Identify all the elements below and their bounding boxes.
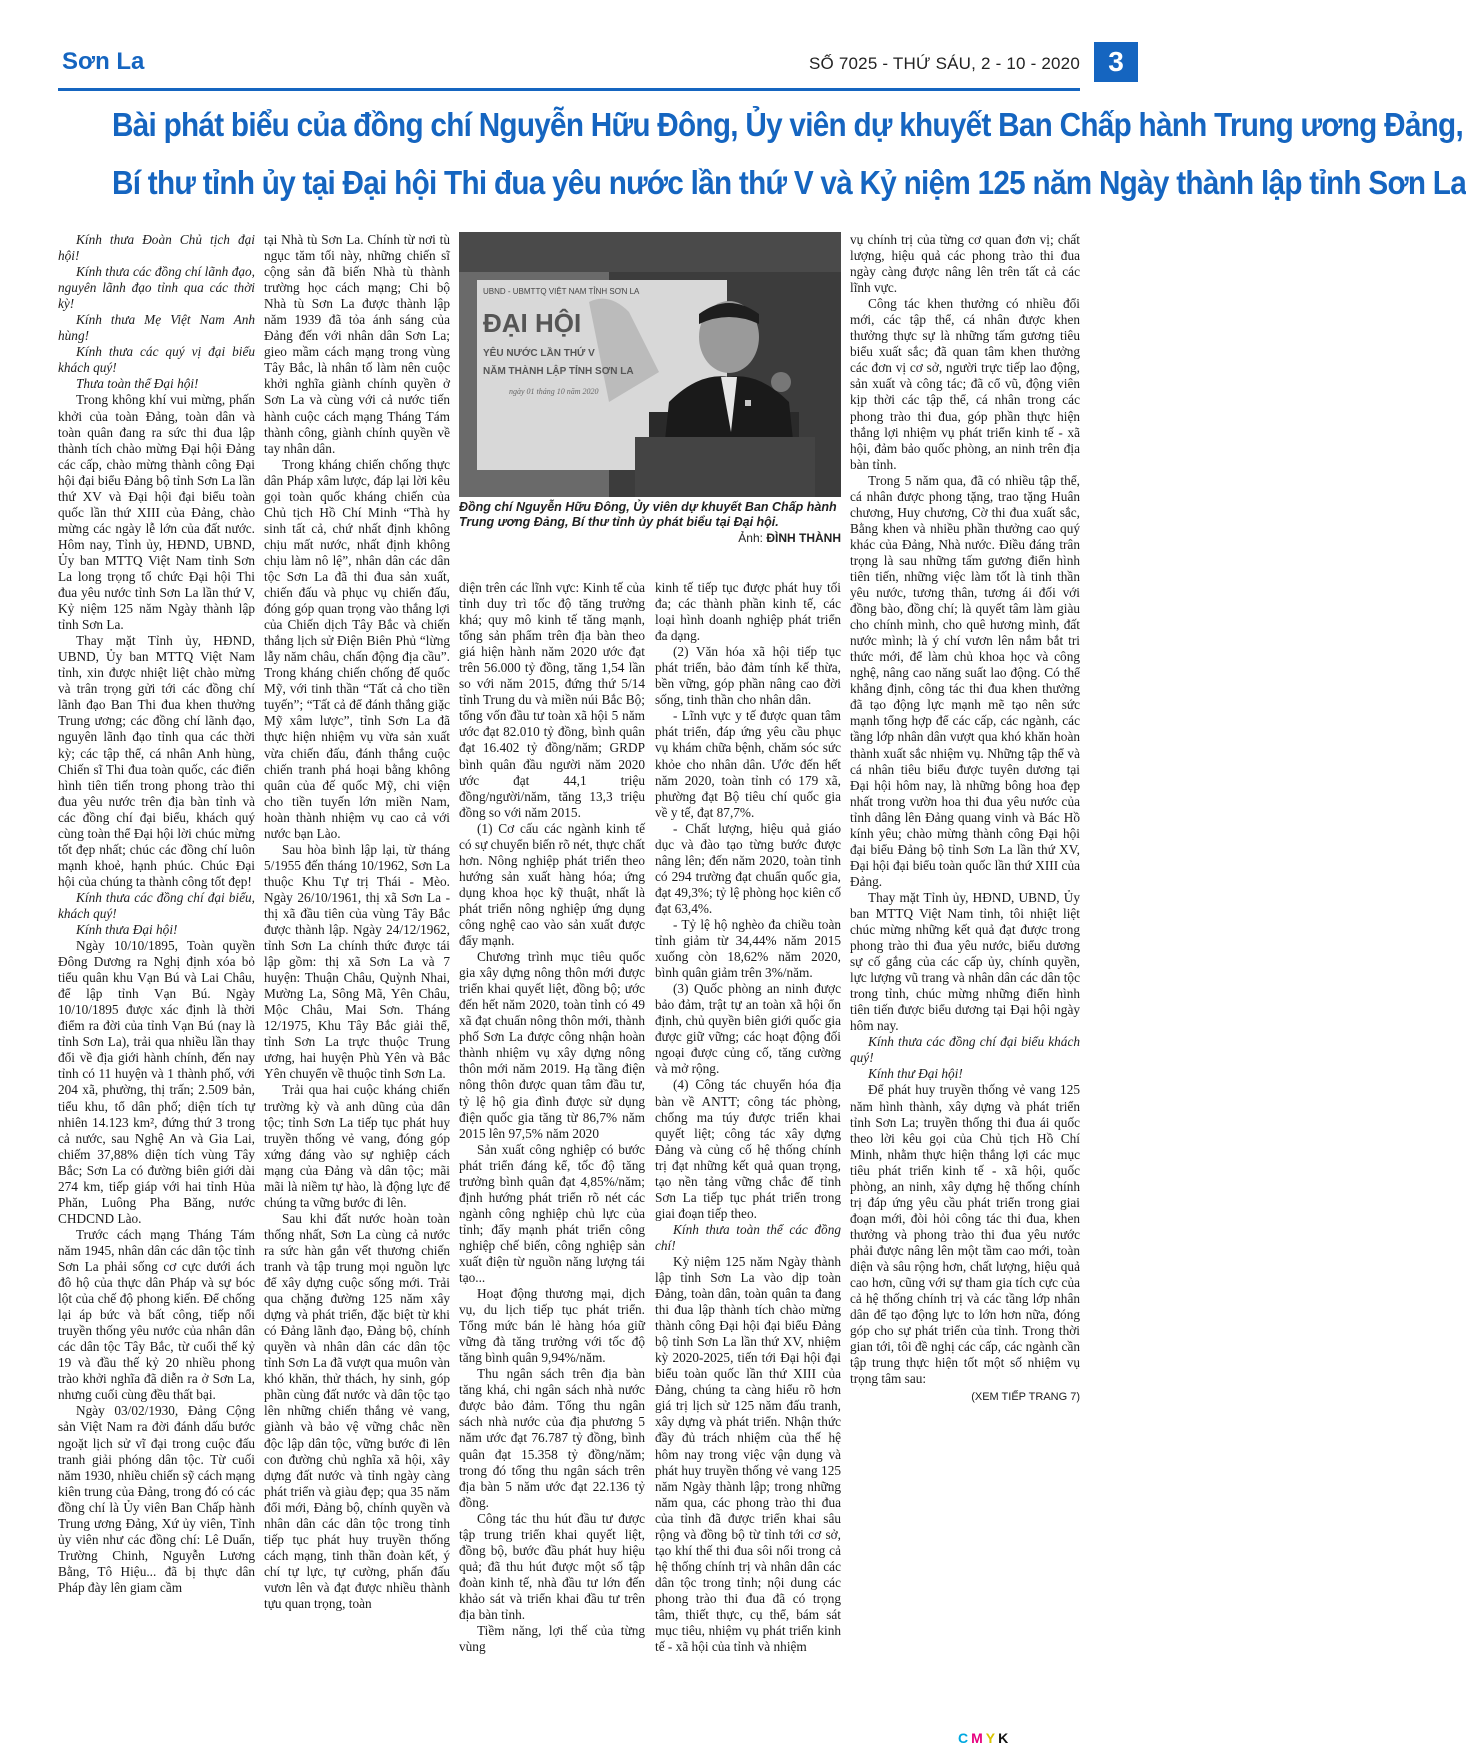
paragraph: Ngày 10/10/1895, Toàn quyền Đông Dương ra Nghị định xóa bỏ tiểu quân khu Vạn Bú và Lai Châu, để lập tỉnh Vạn Bú. Ngày 10/10/1895 được xác định là thời điểm ra đời của tỉnh Vạn Bú (nay là tỉnh Sơn La), trải qua nhiều lần thay đổi về địa giới hành chính, đến nay tỉnh có 11 huyện và 1 thành phố, với 204 xã, phường, thị trấn; 2.509 bản, tiểu khu, tổ dân phố; diện tích tự nhiên 14.123 km², đứng thứ 3 trong cả nước, sau Nghệ An và Gia Lai, chiếm 37,88% diện tích vùng Tây Bắc; Sơn La có đường biên giới dài 274 km, tiếp giáp với hai tỉnh Hủa Phăn, Luông Pha Băng, nước CHDCND Lào. bbox=[58, 938, 255, 1226]
section-name: Sơn La bbox=[62, 48, 145, 75]
paragraph: Sản xuất công nghiệp có bước phát triển đáng kể, tốc độ tăng trưởng bình quân đạt 4,85%/năm; định hướng phát triển rõ nét các ngành công nghiệp chủ lực của tỉnh; đẩy mạnh phát triển công nghiệp chế biến, công nghiệp sản xuất điện từ nguồn năng lượng tái tạo... bbox=[459, 1141, 645, 1286]
credit-prefix: Ảnh: bbox=[738, 531, 763, 545]
banner-title-text: ĐẠI HỘI bbox=[483, 308, 582, 338]
paragraph: Kỷ niệm 125 năm Ngày thành lập tỉnh Sơn La vào dịp toàn Đảng, toàn dân, toàn quân ta đang thi đua lập thành tích chào mừng thành công Đại hội đại biểu Đảng bộ tỉnh Sơn La lần thứ XV, nhiệm kỳ 2020-2025, tiến tới Đại hội đại biểu toàn quốc lần thứ XIII của Đảng, chúng ta càng hiểu rõ hơn giá trị lịch sử 125 năm đấu tranh, xây dựng và phát triển. Nhận thức đầy đủ trách nhiệm của thế hệ hôm nay trong việc vận dụng và phát huy truyền thống vẻ vang 125 năm Ngày thành lập; trong những năm qua, các phong trào thi đua của tỉnh đã được triển khai sâu rộng và đồng bộ từ tỉnh tới cơ sở, tạo khí thế thi đua sôi nổi trong cả hệ thống chính trị và nhân dân các dân tộc trong tỉnh; nội dung các phong trào thi đua đã có trọng tâm, thiết thực, cụ thể, bám sát mục tiêu, nhiệm vụ phát triển kinh tế - xã hội của tỉnh và nhiệm bbox=[655, 1253, 841, 1655]
paragraph: - Chất lượng, hiệu quả giáo dục và đào tạo từng bước được nâng lên; đến năm 2020, toàn tỉnh có 294 trường đạt chuẩn quốc gia, đạt 49,3%; tỷ lệ phòng học kiên cố đạt 63,4%. bbox=[655, 820, 841, 916]
salutation: Kính thưa các đồng chí lãnh đạo, nguyên lãnh đạo tỉnh qua các thời kỳ! bbox=[58, 264, 255, 312]
issue-info: SỐ 7025 - THỨ SÁU, 2 - 10 - 2020 bbox=[808, 54, 1080, 73]
photo-caption: Đồng chí Nguyễn Hữu Đông, Ủy viên dự khuyết Ban Chấp hành Trung ương Đảng, Bí thư tỉnh ủy phát biểu tại Đại hội. bbox=[459, 500, 837, 529]
banner-org-text: UBND - UBMTTQ VIỆT NAM TỈNH SƠN LA bbox=[483, 287, 640, 296]
page-number: 3 bbox=[1094, 42, 1138, 82]
article-column-1 bbox=[58, 232, 255, 1595]
salutation: Kính thưa các quý vị đại biểu khách quý! bbox=[58, 344, 255, 376]
page-header bbox=[58, 42, 1138, 86]
paragraph: - Tỷ lệ hộ nghèo đa chiều toàn tỉnh giảm từ 34,44% năm 2015 xuống còn 18,62% năm 2020, bình quân giảm trên 3%/năm. bbox=[655, 916, 841, 981]
paragraph: Trong 5 năm qua, đã có nhiều tập thể, cá nhân được phong tặng, trao tặng Huân chương, Huy chương, Cờ thi đua xuất sắc, Bằng khen và nhiều phần thưởng cao quý khác của Đảng, Nhà nước. Điều đáng trân trọng là sau những tấm gương điển hình tiên tiến, những việc làm tốt là tinh thần yêu nước, tương thân, tương ái đối với đồng bào, đồng chí; là quyết tâm làm giàu cho chính mình, cho quê hương mình, đất nước mình; là ý chí vươn lên nắm bắt tri thức mới, để làm chủ khoa học và công nghệ, nâng cao năng suất lao động. Có thể khẳng định, công tác thi đua khen thưởng đã tạo động lực mạnh mẽ tạo nên sức mạnh tổng hợp để các cấp, các ngành, các tầng lớp nhân dân vượt qua khó khăn hoàn thành xuất sắc nhiệm vụ. Những tập thể và cá nhân tiêu biểu được tuyên dương tại Đại hội hôm nay, là những bông hoa đẹp nhất trong vườn hoa thi đua yêu nước của tỉnh dâng lên Đảng quang vinh và Bác Hồ kính yêu; chào mừng thành công Đại hội đại biểu Đảng bộ tỉnh Sơn La lần thứ XV, Đại hội đại biểu toàn quốc lần thứ XIII của Đảng. bbox=[850, 472, 1080, 889]
paragraph: Sau hòa bình lập lại, từ tháng 5/1955 đến tháng 10/1962, Sơn La thuộc Khu Tự trị Thái - Mèo. Ngày 26/10/1961, thị xã Sơn La - thị xã đầu tiên của vùng Tây Bắc được thành lập. Ngày 24/12/1962, tỉnh Sơn La chính thức được tái lập gồm: thị xã Sơn La và 7 huyện: Thuận Châu, Quỳnh Nhai, Mường La, Sông Mã, Yên Châu, Mộc Châu, Mai Sơn. Tháng 12/1975, Khu Tây Bắc giải thể, tỉnh Sơn La trực thuộc Trung ương, hai huyện Phù Yên và Bắc Yên chuyển về thuộc tỉnh Sơn La. bbox=[264, 841, 450, 1082]
paragraph: Công tác thu hút đầu tư được tập trung triển khai quyết liệt, đồng bộ, bước đầu phát huy hiệu quả; đã thu hút được một số tập đoàn kinh tế, nhà đầu tư lớn đến khảo sát và triển khai đầu tư trên địa bàn tỉnh. bbox=[459, 1510, 645, 1622]
paragraph: Thay mặt Tỉnh ủy, HĐND, UBND, Ủy ban MTTQ Việt Nam tỉnh, xin được nhiệt liệt chào mừng và trân trọng gửi tới các đồng chí lãnh đạo Ban Thi đua khen thưởng Trung ương; các đồng chí lãnh đạo, nguyên lãnh đạo tỉnh qua các thời kỳ; các tập thể, cá nhân Anh hùng, Chiến sĩ Thi đua toàn quốc, các điển hình tiên tiến trong phong trào thi đua yêu nước trên địa bàn tỉnh và các đồng chí đại biểu, khách quý cùng toàn thể Đại hội lời chúc mừng tốt đẹp nhất; chúc các đồng chí luôn mạnh khoẻ, hạnh phúc. Chúc Đại hội của chúng ta thành công tốt đẹp! bbox=[58, 633, 255, 889]
paragraph: Thay mặt Tỉnh ủy, HĐND, UBND, Ủy ban MTTQ Việt Nam tỉnh, tôi nhiệt liệt chúc mừng những kết quả đạt được trong phong trào thi đua yêu nước, biểu dương sự cố gắng của các cấp ủy, chính quyền, lực lượng vũ trang và nhân dân các dân tộc trong tỉnh, chúc mừng những điển hình tiên tiến được biểu dương tại Đại hội ngày hôm nay. bbox=[850, 889, 1080, 1034]
cmyk-c: C bbox=[958, 1730, 972, 1746]
article-column-3 bbox=[459, 580, 645, 1655]
paragraph: Trong kháng chiến chống thực dân Pháp xâm lược, đáp lại lời kêu gọi toàn quốc kháng chiến của Chủ tịch Hồ Chí Minh “Thà hy sinh tất cả, chứ nhất định không chịu mất nước, nhất định không chịu làm nô lệ”, nhân dân các dân tộc Sơn La đã thi đua sản xuất, chiến đấu và phục vụ chiến đấu, đóng góp quan trọng vào thắng lợi của Chiến dịch Tây Bắc và chiến thắng lịch sử Điện Biên Phủ “lừng lẫy năm châu, chấn động địa cầu”. Trong kháng chiến chống đế quốc Mỹ, với tinh thần “Tất cả cho tiền tuyến”; “Tất cả để đánh thắng giặc Mỹ xâm lược”, tỉnh Sơn La đã thực hiện nhiệm vụ vừa sản xuất vừa chiến đấu, đánh thắng cuộc chiến tranh phá hoại bằng không quân của đế quốc Mỹ, chi viện cho tiền tuyến lớn miền Nam, hoàn thành nhiệm vụ cao cả với nước bạn Lào. bbox=[264, 456, 450, 841]
paragraph: Sau khi đất nước hoàn toàn thống nhất, Sơn La cùng cả nước ra sức hàn gắn vết thương chiến tranh và tập trung mọi nguồn lực để xây dựng cuộc sống mới. Trải qua chặng đường 125 năm xây dựng và phát triển, đặc biệt từ khi có Đảng lãnh đạo, Đảng bộ, chính quyền và nhân dân các dân tộc tỉnh Sơn La đã vượt qua muôn vàn khó khăn, thử thách, hy sinh, góp phần cùng đất nước và dân tộc tạo lên những chiến thắng vẻ vang, giành và bảo vệ vững chắc nền độc lập dân tộc, vững bước đi lên con đường chủ nghĩa xã hội, xây dựng đất nước và tỉnh ngày càng phát triển và giàu đẹp; qua 35 năm đổi mới, Đảng bộ, chính quyền và nhân dân các dân tộc trong tỉnh tiếp tục phát huy truyền thống cách mạng, tinh thần đoàn kết, ý chí tự lực, tự cường, phấn đấu vươn lên và đạt được nhiều thành tựu quan trọng, toàn bbox=[264, 1210, 450, 1611]
headline-line-1: Bài phát biểu của đồng chí Nguyễn Hữu Đông, Ủy viên dự khuyết Ban Chấp hành Trung ương Đảng, bbox=[112, 106, 1464, 143]
salutation: Kính thưa các đồng chí đại biểu khách quý! bbox=[850, 1034, 1080, 1066]
speaker-photo bbox=[459, 232, 841, 497]
banner-date: ngày 01 tháng 10 năm 2020 bbox=[509, 387, 599, 396]
headline bbox=[58, 96, 1466, 212]
paragraph: Chương trình mục tiêu quốc gia xây dựng nông thôn mới được triển khai quyết liệt, đồng bộ; ước đến hết năm 2020, toàn tỉnh có 49 xã đạt chuẩn nông thôn mới, thành phố Sơn La được công nhận hoàn thành nhiệm vụ xây dựng nông thôn mới năm 2019. Hạ tầng điện nông thôn được quan tâm đầu tư, tỷ lệ hộ gia đình được sử dụng điện quốc gia tăng từ 86,7% năm 2015 lên 97,5% năm 2020 bbox=[459, 949, 645, 1141]
cmyk-y: Y bbox=[985, 1730, 999, 1746]
photo-credit bbox=[459, 531, 841, 545]
banner-line-2: NĂM THÀNH LẬP TỈNH SƠN LA bbox=[483, 366, 634, 377]
paragraph: diện trên các lĩnh vực: Kinh tế của tỉnh duy trì tốc độ tăng trưởng khá; quy mô kinh tế tăng mạnh, tổng sản phẩm trên địa bàn theo giá hiện hành năm 2020 ước đạt trên 56.000 tỷ đồng, tăng 1,54 lần so với năm 2015, đứng thứ 5/14 tỉnh Trung du và miền núi Bắc Bộ; tổng vốn đầu tư toàn xã hội 5 năm ước đạt 82.010 tỷ đồng, bình quân đạt 16.402 tỷ đồng/năm; GRDP bình quân đầu người năm 2020 ước đạt 44,1 triệu đồng/người/năm, tăng 13,3 triệu đồng so với năm 2015. bbox=[459, 580, 645, 820]
salutation: Kính thưa Đại hội! bbox=[76, 922, 178, 938]
credit-name: ĐÌNH THÀNH bbox=[766, 531, 841, 545]
paragraph: Để phát huy truyền thống vẻ vang 125 năm hình thành, xây dựng và phát triển tỉnh Sơn La; truyền thống thi đua ái quốc theo lời kêu gọi của Chủ tịch Hồ Chí Minh, nhằm thực hiện thắng lợi các mục tiêu phát triển kinh tế - xã hội, quốc phòng, an ninh, xây dựng hệ thống chính trị đáp ứng yêu cầu phát triển trong giai đoạn mới, đòi hỏi công tác thi đua, khen thưởng và phong trào thi đua yêu nước phải được nâng lên một tầm cao mới, toàn diện và sâu rộng hơn, chất lượng, hiệu quả cao hơn, cũng với sự tham gia tích cực của cả hệ thống chính trị và các tầng lớp nhân dân để tạo động lực to lớn hơn nữa, đóng góp cho sự phát triển của tỉnh. Trong thời gian tới, tôi đề nghị các cấp, các ngành cần tập trung thực hiện tốt một số nhiệm vụ trọng tâm sau: bbox=[850, 1082, 1080, 1387]
paragraph: Ngày 03/02/1930, Đảng Cộng sản Việt Nam ra đời đánh dấu bước ngoặt lịch sử vĩ đại trong cuộc đấu tranh giải phóng dân tộc. Từ cuối năm 1930, nhiều chiến sỹ cách mạng kiên trung của Đảng, trong đó có các đồng chí là Ủy viên Ban Chấp hành Trung ương Đảng, Xứ ủy viên, Tỉnh ủy viên như các đồng chí: Lê Duẩn, Trường Chinh, Nguyễn Lương Bằng, Tô Hiệu... đã bị thực dân Pháp đày lên giam cầm bbox=[58, 1403, 255, 1595]
paragraph: Tiềm năng, lợi thế của từng vùng bbox=[459, 1623, 645, 1655]
salutation: Kính thư Đại hội! bbox=[868, 1066, 963, 1082]
paragraph: Trong không khí vui mừng, phấn khởi của toàn Đảng, toàn dân và toàn quân đang ra sức thi đua lập thành tích chào mừng Đại hội Đảng các cấp, chào mừng thành công Đại hội đại biểu Đảng bộ tỉnh Sơn La lần thứ XV và Đại hội đại biểu toàn quốc lần thứ XIII của Đảng, chào mừng các ngày lễ lớn của đất nước. Hôm nay, Tỉnh ủy, HĐND, UBND, Ủy ban MTTQ Việt Nam tỉnh Sơn La long trọng tổ chức Đại hội Thi đua yêu nước tỉnh Sơn La lần thứ V, Kỷ niệm 125 năm Ngày thành lập tỉnh Sơn La. bbox=[58, 392, 255, 633]
paragraph: Công tác khen thưởng có nhiều đổi mới, các tập thể, cá nhân được khen thưởng thực sự là những tấm gương tiêu biểu xuất sắc; đã quan tâm khen thưởng các đơn vị cơ sở, người trực tiếp lao động, sản xuất và công tác; đã cổ vũ, động viên kịp thời các tập thể, cá nhân trong các phong trào thi đua, góp phần thực hiện thắng lợi nhiệm vụ phát triển kinh tế - xã hội, đảm bảo quốc phòng, an ninh trên địa bàn tỉnh. bbox=[850, 296, 1080, 472]
cmyk-marks bbox=[958, 1730, 1028, 1750]
paragraph: kinh tế tiếp tục được phát huy tối đa; các thành phần kinh tế, các loại hình doanh nghiệp phát triển đa dạng. bbox=[655, 580, 841, 644]
paragraph: (4) Công tác chuyển hóa địa bàn về ANTT; công tác phòng, chống ma túy được triển khai quyết liệt; công tác xây dựng Đảng và củng cố hệ thống chính trị đạt những kết quả quan trọng, tạo nền tảng vững chắc để tỉnh Sơn La tiếp tục phát triển trong giai đoạn tiếp theo. bbox=[655, 1077, 841, 1221]
paragraph: (1) Cơ cấu các ngành kinh tế có sự chuyển biến rõ nét, thực chất hơn. Nông nghiệp phát triển theo hướng sản xuất hàng hóa; ứng dụng khoa học kỹ thuật, nhất là phát triển nông nghiệp ứng dụng công nghệ cao vào sản xuất được đẩy mạnh. bbox=[459, 820, 645, 949]
salutation: Kính thưa các đồng chí đại biểu, khách quý! bbox=[58, 889, 255, 921]
banner-line-1: YÊU NƯỚC LẦN THỨ V bbox=[483, 348, 595, 359]
paragraph: Thu ngân sách trên địa bàn tăng khá, chi ngân sách nhà nước được bảo đảm. Tổng thu ngân sách nhà nước của địa phương 5 năm ước đạt 76.787 tỷ đồng, bình quân đạt 15.358 tỷ đồng/năm; trong đó tổng thu ngân sách trên địa bàn 5 năm ước đạt 22.136 tỷ đồng. bbox=[459, 1366, 645, 1510]
paragraph: (3) Quốc phòng an ninh được bảo đảm, trật tự an toàn xã hội ổn định, chủ quyền biên giới quốc gia được giữ vững; các hoạt động đối ngoại được củng cố, tăng cường và mở rộng. bbox=[655, 981, 841, 1077]
header-rule bbox=[58, 88, 1080, 91]
paragraph: - Lĩnh vực y tế được quan tâm phát triển, đáp ứng yêu cầu phục vụ khám chữa bệnh, chăm sóc sức khỏe cho nhân dân. Ước đến hết năm 2020, toàn tỉnh có 179 xã, phường đạt Bộ tiêu chí quốc gia về y tế, đạt 87,7%. bbox=[655, 708, 841, 820]
paragraph: Hoạt động thương mại, dịch vụ, du lịch tiếp tục phát triển. Tổng mức bán lẻ hàng hóa giữ vững đà tăng trưởng với tốc độ tăng bình quân 9,94%/năm. bbox=[459, 1286, 645, 1366]
salutation: Thưa toàn thể Đại hội! bbox=[76, 376, 199, 392]
article-column-5 bbox=[850, 232, 1080, 1540]
cmyk-k: K bbox=[998, 1730, 1012, 1746]
paragraph: Trước cách mạng Tháng Tám năm 1945, nhân dân các dân tộc tỉnh Sơn La phải sống cơ cực dưới ách đô hộ của thực dân Pháp và sự bóc lột của chế độ phong kiến. Để chống lại áp bức và bất công, tiếp nối truyền thống yêu nước của nhân dân các dân tộc Tây Bắc, từ cuối thế kỷ 19 và đầu thế kỷ 20 nhiều phong trào khởi nghĩa đã diễn ra ở Sơn La, nhưng cuối cùng đều thất bại. bbox=[58, 1226, 255, 1403]
salutation: Kính thưa toàn thể các đồng chí! bbox=[655, 1221, 841, 1253]
paragraph: (2) Văn hóa xã hội tiếp tục phát triển, bảo đảm tính kế thừa, bền vững, góp phần nâng cao đời sống, tinh thần cho nhân dân. bbox=[655, 644, 841, 708]
paragraph: vụ chính trị của từng cơ quan đơn vị; chất lượng, hiệu quả các phong trào thi đua ngày càng được nâng lên trên tất cả các lĩnh vực. bbox=[850, 232, 1080, 296]
cmyk-m: M bbox=[971, 1730, 986, 1746]
salutation: Kính thưa Mẹ Việt Nam Anh hùng! bbox=[58, 312, 255, 344]
salutation: Kính thưa Đoàn Chủ tịch đại hội! bbox=[58, 232, 255, 264]
paragraph: tại Nhà tù Sơn La. Chính từ nơi tù ngục tăm tối này, những chiến sĩ cộng sản đã biến Nhà tù thành trường học cách mạng; Chi bộ Nhà tù Sơn La được thành lập năm 1939 đã tỏa ánh sáng của Đảng đến với nhân dân Sơn La; gieo mầm cách mạng trong vùng Tây Bắc, là nhân tố làm nên cuộc khởi nghĩa giành chính quyền ở Sơn La và cùng với cả nước tiến hành cuộc cách mạng Tháng Tám thành công, giành chính quyền về tay nhân dân. bbox=[264, 232, 450, 456]
headline-line-2: Bí thư tỉnh ủy tại Đại hội Thi đua yêu nước lần thứ V và Kỷ niệm 125 năm Ngày thành lập tỉnh Sơn La bbox=[112, 164, 1466, 201]
continued-note: (XEM TIẾP TRANG 7) bbox=[971, 1391, 1080, 1404]
paragraph: Trải qua hai cuộc kháng chiến trường kỳ và anh dũng của dân tộc; tỉnh Sơn La tiếp tục phát huy truyền thống vẻ vang, đóng góp xứng đáng vào sự nghiệp cách mạng của Đảng và dân tộc; mãi mãi là niềm tự hào, là động lực để chúng ta vững bước đi lên. bbox=[264, 1082, 450, 1210]
article-column-2 bbox=[264, 232, 450, 1611]
article-column-4 bbox=[655, 580, 841, 1655]
